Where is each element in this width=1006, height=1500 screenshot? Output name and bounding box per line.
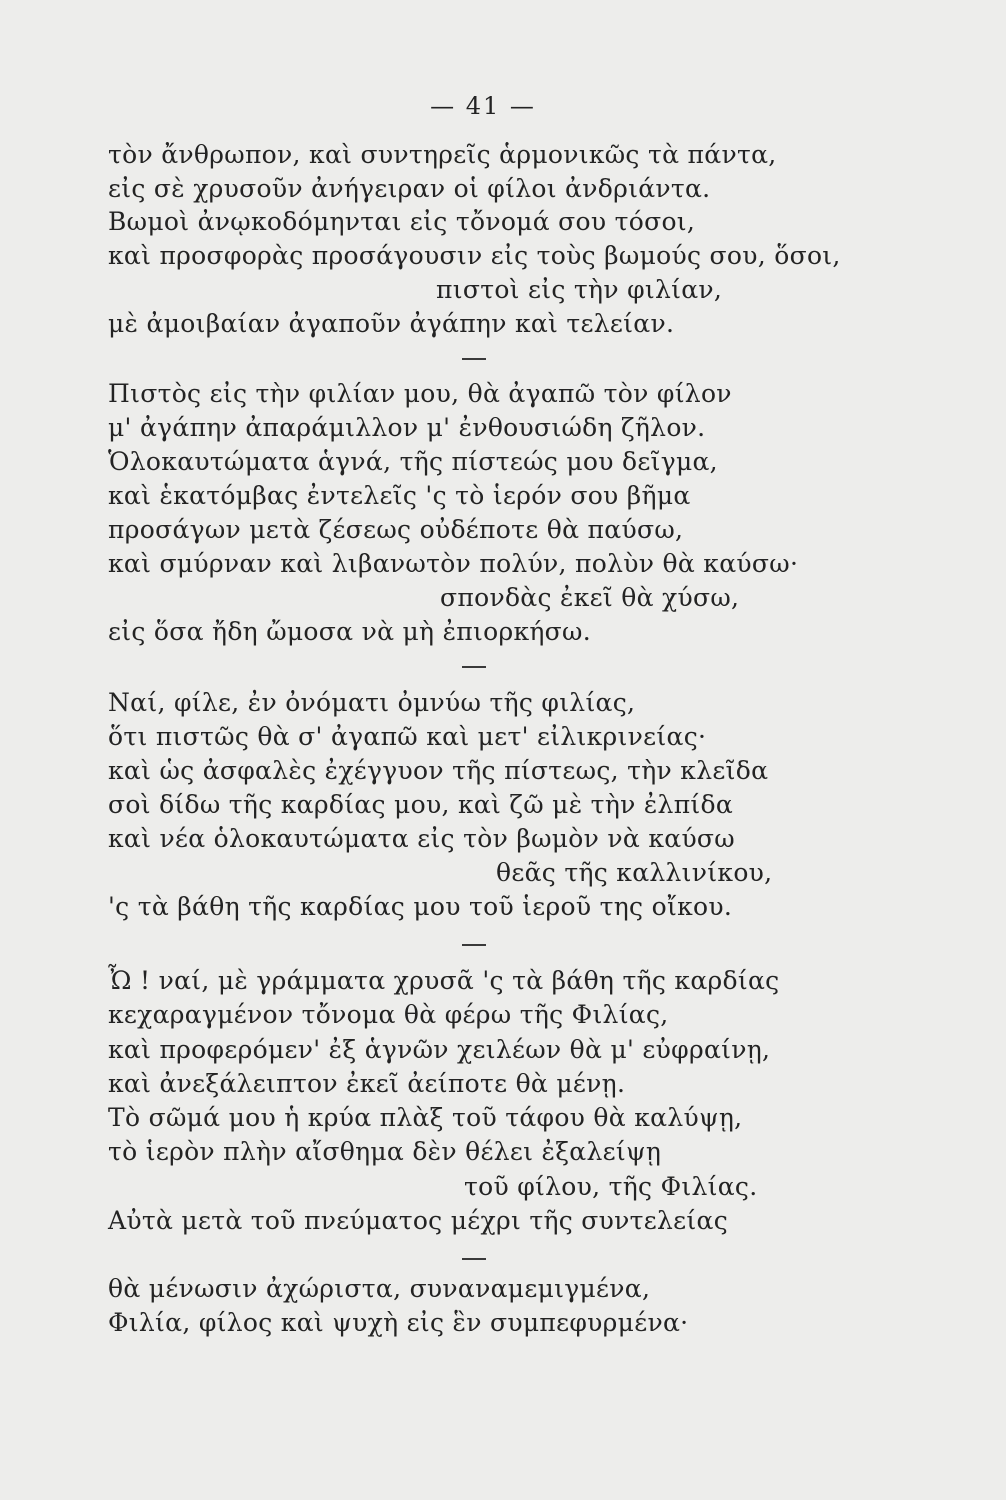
- verse-line: θὰ μένωσιν ἀχώριστα, συναναμεμιγμένα,: [108, 1274, 651, 1303]
- verse-line: καὶ ὡς ἀσφαλὲς ἐχέγγυον τῆς πίστεως, τὴν κλεῖδα: [108, 756, 769, 785]
- verse-line: εἰς σὲ χρυσοῦν ἀνήγειραν οἱ φίλοι ἀνδριάντα.: [108, 174, 711, 203]
- verse-line: εἰς ὅσα ἤδη ὤμοσα νὰ μὴ ἐπιορκήσω.: [108, 617, 591, 646]
- verse-line-indented: τοῦ φίλου, τῆς Φιλίας.: [464, 1172, 758, 1201]
- verse-line: Ὁλοκαυτώματα ἁγνά, τῆς πίστεώς μου δεῖγμα,: [108, 447, 718, 476]
- verse-line: Πιστὸς εἰς τὴν φιλίαν μου, θὰ ἀγαπῶ τὸν φίλον: [108, 379, 732, 408]
- verse-line: καὶ σμύρναν καὶ λιβανωτὸν πολύν, πολὺν θὰ καύσω·: [108, 549, 799, 578]
- verse-line: Αὐτὰ μετὰ τοῦ πνεύματος μέχρι τῆς συντελείας: [108, 1206, 729, 1235]
- verse-line: τὸ ἱερὸν πλὴν αἴσθημα δὲν θέλει ἐξαλείψῃ: [108, 1137, 662, 1166]
- verse-line: μὲ ἀμοιβαίαν ἀγαποῦν ἀγάπην καὶ τελείαν.: [108, 309, 675, 338]
- verse-line: καὶ νέα ὁλοκαυτώματα εἰς τὸν βωμὸν νὰ καύσω: [108, 824, 735, 853]
- verse-line: 'ς τὰ βάθη τῆς καρδίας μου τοῦ ἱεροῦ της οἴκου.: [108, 892, 733, 921]
- stanza-divider: [462, 944, 486, 946]
- verse-line: καὶ προσφορὰς προσάγουσιν εἰς τοὺς βωμούς σου, ὅσοι,: [108, 241, 841, 270]
- verse-line: προσάγων μετὰ ζέσεως οὐδέποτε θὰ παύσω,: [108, 515, 684, 544]
- verse-line: Ὦ ! ναί, μὲ γράμματα χρυσᾶ 'ς τὰ βάθη τῆς καρδίας: [108, 966, 780, 995]
- verse-line: καὶ ἑκατόμβας ἐντελεῖς 'ς τὸ ἱερόν σου βῆμα: [108, 481, 691, 510]
- verse-line: σοὶ δίδω τῆς καρδίας μου, καὶ ζῶ μὲ τὴν ἐλπίδα: [108, 790, 734, 819]
- verse-line: ὅτι πιστῶς θὰ σ' ἀγαπῶ καὶ μετ' εἰλικρινείας·: [108, 722, 707, 751]
- verse-line: Τὸ σῶμά μου ἡ κρύα πλὰξ τοῦ τάφου θὰ καλύψῃ,: [108, 1103, 743, 1132]
- verse-line: καὶ προφερόμεν' ἐξ ἁγνῶν χειλέων θὰ μ' εὐφραίνῃ,: [108, 1035, 771, 1064]
- page-number: — 41 —: [430, 92, 536, 120]
- verse-line-indented: σπονδὰς ἐκεῖ θὰ χύσω,: [440, 583, 740, 612]
- verse-line: Φιλία, φίλος καὶ ψυχὴ εἰς ἓν συμπεφυρμένα·: [108, 1308, 689, 1337]
- stanza-divider: [462, 358, 486, 360]
- verse-line: καὶ ἀνεξάλειπτον ἐκεῖ ἀείποτε θὰ μένῃ.: [108, 1069, 626, 1098]
- verse-line-indented: πιστοὶ εἰς τὴν φιλίαν,: [436, 275, 723, 304]
- verse-line-indented: θεᾶς τῆς καλλινίκου,: [496, 858, 773, 887]
- verse-line: Ναί, φίλε, ἐν ὀνόματι ὀμνύω τῆς φιλίας,: [108, 688, 636, 717]
- stanza-divider: [462, 666, 486, 668]
- verse-line: κεχαραγμένον τὄνομα θὰ φέρω τῆς Φιλίας,: [108, 1000, 669, 1029]
- stanza-divider: [462, 1258, 486, 1260]
- verse-line: τὸν ἄνθρωπον, καὶ συντηρεῖς ἁρμονικῶς τὰ πάντα,: [108, 140, 777, 169]
- verse-line: μ' ἀγάπην ἀπαράμιλλον μ' ἐνθουσιώδη ζῆλον.: [108, 413, 706, 442]
- verse-line: Βωμοὶ ἀνῳκοδόμηνται εἰς τὄνομά σου τόσοι,: [108, 207, 696, 236]
